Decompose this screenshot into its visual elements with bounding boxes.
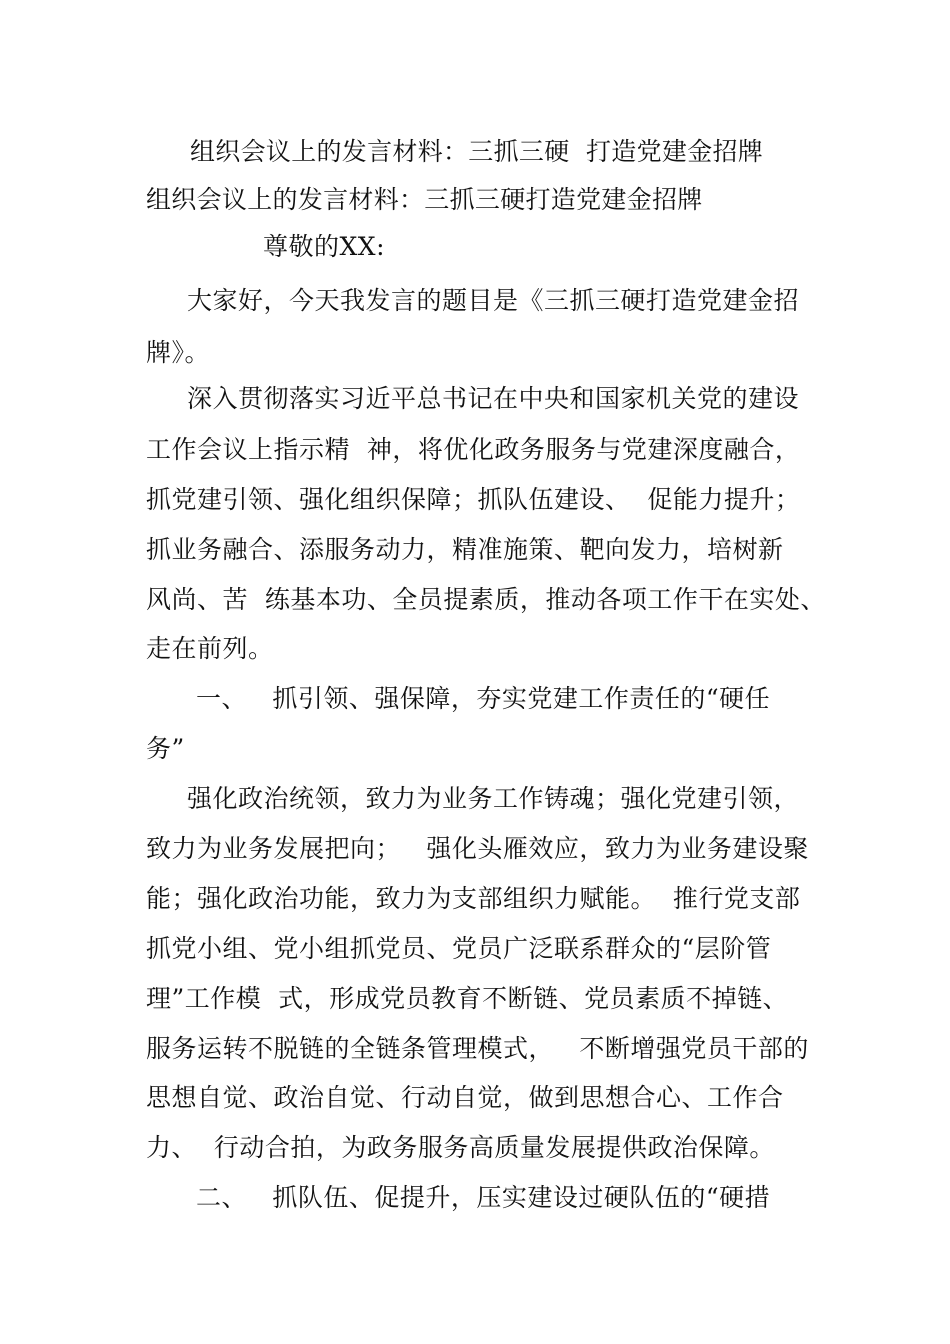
paragraph-line: 思想自觉、政治自觉、行动自觉，做到思想合心、工作合: [146, 1083, 784, 1112]
paragraph-line: 牌》。: [146, 338, 211, 367]
paragraph-line: 风尚、苦 练基本功、全员提素质，推动各项工作干在实处、: [146, 585, 826, 614]
section-heading: 二、 抓队伍、促提升，压实建设过硬队伍的“硬措: [196, 1183, 771, 1212]
paragraph-line: 抓业务融合、添服务动力，精准施策、靶向发力，培树新: [146, 535, 784, 564]
paragraph-line: 工作会议上指示精 神，将优化政务服务与党建深度融合，: [146, 435, 801, 464]
section-heading: 务”: [146, 734, 185, 763]
title-line-1: 组织会议上的发言材料：三抓三硬 打造党建金招牌: [190, 137, 764, 166]
paragraph-line: 抓党建引领、强化组织保障；抓队伍建设、 促能力提升；: [146, 485, 801, 514]
paragraph-line: 抓党小组、党小组抓党员、党员广泛联系群众的“层阶管: [146, 934, 772, 963]
section-heading: 一、 抓引领、强保障，夯实党建工作责任的“硬任: [196, 684, 771, 713]
paragraph-line: 走在前列。: [146, 634, 274, 663]
paragraph-line: 服务运转不脱链的全链条管理模式， 不断增强党员干部的: [146, 1034, 809, 1063]
paragraph-line: 理”工作模 式，形成党员教育不断链、党员素质不掉链、: [146, 984, 789, 1013]
paragraph-line: 力、 行动合拍，为政务服务高质量发展提供政治保障。: [146, 1133, 775, 1162]
salutation: 尊敬的XX:: [263, 232, 386, 261]
paragraph-line: 大家好，今天我发言的题目是《三抓三硬打造党建金招: [187, 286, 800, 315]
paragraph-line: 致力为业务发展把向； 强化头雁效应，致力为业务建设聚: [146, 834, 809, 863]
paragraph-line: 强化政治统领，致力为业务工作铸魂；强化党建引领，: [187, 784, 800, 813]
paragraph-line: 能；强化政治功能，致力为支部组织力赋能。 推行党支部: [146, 884, 801, 913]
title-line-2: 组织会议上的发言材料：三抓三硬打造党建金招牌: [146, 185, 703, 214]
paragraph-line: 深入贯彻落实习近平总书记在中央和国家机关党的建设: [187, 384, 800, 413]
